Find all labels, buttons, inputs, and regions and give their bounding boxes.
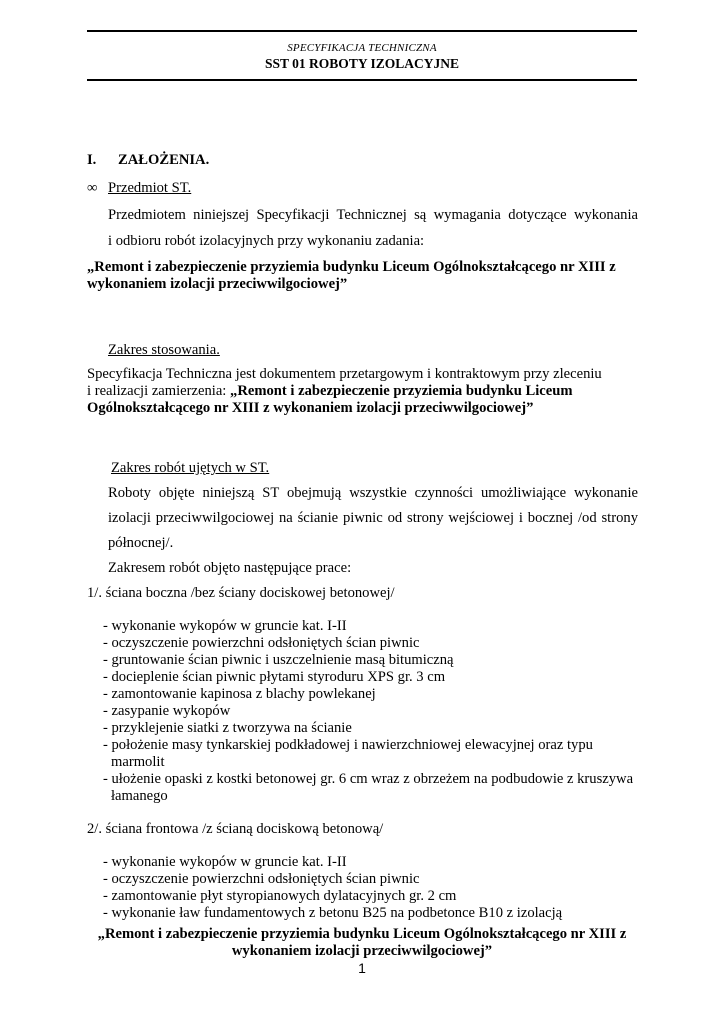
header-bottom-rule bbox=[87, 79, 637, 81]
list-item: - wykonanie wykopów w gruncie kat. I-II bbox=[103, 854, 347, 870]
zakres-robot-line-1: Roboty objęte niniejszą ST obejmują wszystkie czynności umożliwiające wykonanie bbox=[108, 485, 638, 501]
przedmiot-heading: Przedmiot ST. bbox=[108, 180, 192, 196]
list-item: - wykonanie wykopów w gruncie kat. I-II bbox=[103, 618, 347, 634]
zakres-stosowania-line-2-prefix: i realizacji zamierzenia: bbox=[87, 383, 231, 399]
zakres-robot-line-3: północnej/. bbox=[108, 535, 174, 551]
list-item: - docieplenie ścian piwnic płytami styroduru XPS gr. 3 cm bbox=[103, 669, 446, 685]
zakres-stosowania-line-2 bbox=[87, 383, 573, 400]
list-item-continuation: łamanego bbox=[111, 788, 168, 804]
footer-line-1: „Remont i zabezpieczenie przyziemia budynku Liceum Ogólnokształcącego nr XIII z bbox=[97, 926, 627, 942]
header-subtitle: SPECYFIKACJA TECHNICZNA bbox=[287, 42, 437, 54]
przedmiot-line-2: i odbioru robót izolacyjnych przy wykonaniu zadania: bbox=[108, 233, 425, 249]
list-item-continuation: marmolit bbox=[111, 754, 165, 770]
list-item: - oczyszczenie powierzchni odsłoniętych ścian piwnic bbox=[103, 635, 420, 651]
zakres-robot-line-4: Zakresem robót objęto następujące prace: bbox=[108, 560, 352, 576]
zakres-robot-heading: Zakres robót ujętych w ST. bbox=[111, 460, 270, 476]
header-title: SST 01 ROBOTY IZOLACYJNE bbox=[265, 56, 459, 71]
list-item: - wykonanie ław fundamentowych z betonu B25 na podbetonce B10 z izolacją bbox=[103, 905, 563, 921]
list-item: - zamontowanie płyt styropianowych dylatacyjnych gr. 2 cm bbox=[103, 888, 457, 904]
list-item: - zamontowanie kapinosa z blachy powlekanej bbox=[103, 686, 376, 702]
header-top-rule bbox=[87, 30, 637, 32]
page-number: 1 bbox=[358, 960, 366, 976]
wall-2-heading: 2/. ściana frontowa /z ścianą dociskową betonową/ bbox=[87, 821, 384, 837]
section-title: ZAŁOŻENIA. bbox=[118, 152, 210, 168]
zakres-stosowania-line-2-bold: „Remont i zabezpieczenie przyziemia budynku Liceum bbox=[230, 383, 573, 399]
list-item: - oczyszczenie powierzchni odsłoniętych ścian piwnic bbox=[103, 871, 420, 887]
bullet-infinity-icon: ∞ bbox=[87, 180, 98, 196]
przedmiot-line-1: Przedmiotem niniejszej Specyfikacji Technicznej są wymagania dotyczące wykonania bbox=[108, 207, 638, 223]
list-item: - zasypanie wykopów bbox=[103, 703, 231, 719]
wall-1-heading: 1/. ściana boczna /bez ściany dociskowej betonowej/ bbox=[87, 585, 395, 601]
task-name-line-1: „Remont i zabezpieczenie przyziemia budynku Liceum Ogólnokształcącego nr XIII z bbox=[87, 259, 616, 275]
task-name-line-2: wykonaniem izolacji przeciwwilgociowej” bbox=[87, 276, 348, 292]
list-item: - przyklejenie siatki z tworzywa na ścianie bbox=[103, 720, 352, 736]
zakres-stosowania-line-1: Specyfikacja Techniczna jest dokumentem przetargowym i kontraktowym przy zleceniu bbox=[87, 366, 602, 382]
list-item: - położenie masy tynkarskiej podkładowej i nawierzchniowej elewacyjnej oraz typu bbox=[103, 737, 593, 753]
list-item: - gruntowanie ścian piwnic i uszczelnienie masą bitumiczną bbox=[103, 652, 454, 668]
zakres-stosowania-line-3: Ogólnokształcącego nr XIII z wykonaniem izolacji przeciwwilgociowej” bbox=[87, 400, 534, 416]
zakres-stosowania-heading: Zakres stosowania. bbox=[108, 342, 220, 358]
section-number: I. bbox=[87, 152, 97, 168]
zakres-robot-line-2: izolacji przeciwwilgociowej na ścianie piwnic od strony wejściowej i bocznej /od strony bbox=[108, 510, 638, 526]
footer-line-2: wykonaniem izolacji przeciwwilgociowej” bbox=[231, 943, 493, 959]
list-item: - ułożenie opaski z kostki betonowej gr. 6 cm wraz z obrzeżem na podbudowie z kruszywa bbox=[103, 771, 634, 787]
